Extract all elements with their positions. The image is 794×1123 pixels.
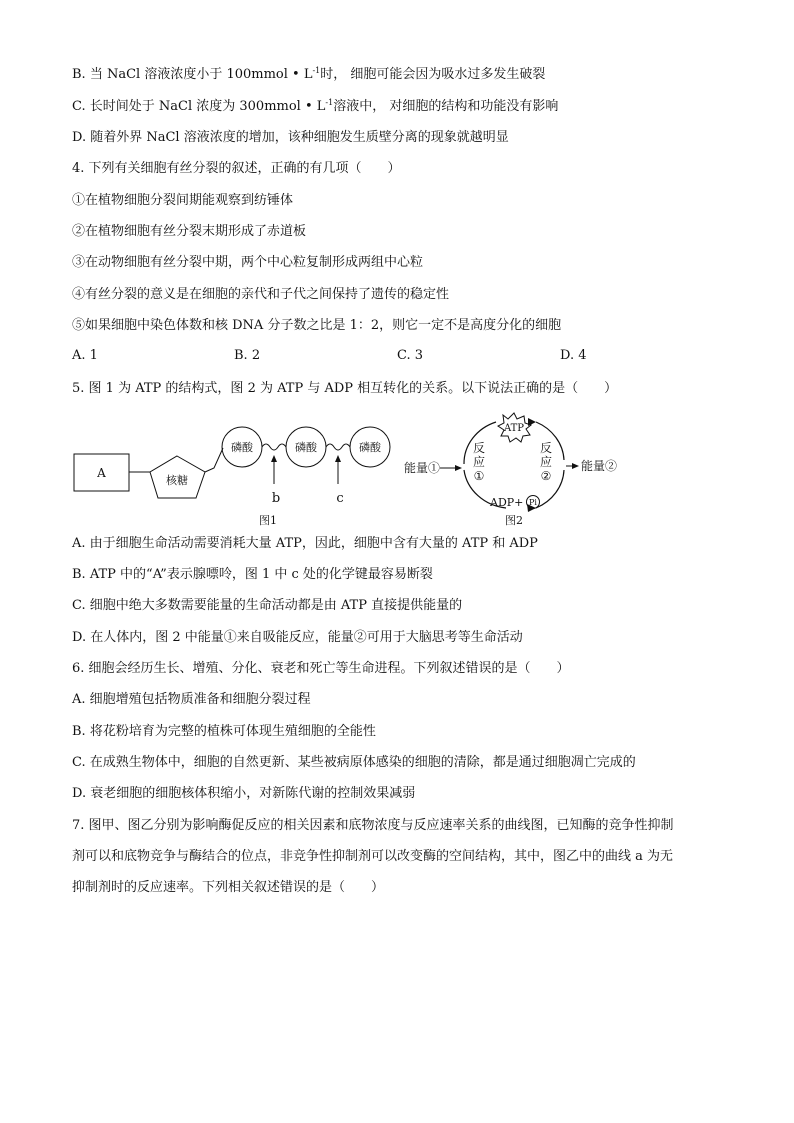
q6-stem: 6. 细胞会经历生长、增殖、分化、衰老和死亡等生命进程。下列叙述错误的是（ ）: [72, 661, 570, 676]
q4-item-4: ④有丝分裂的意义是在细胞的亲代和子代之间保持了遗传的稳定性: [72, 287, 450, 302]
q6-option-b: B. 将花粉培育为完整的植株可体现生殖细胞的全能性: [72, 724, 376, 739]
q4-item-2: ②在植物细胞有丝分裂末期形成了赤道板: [72, 224, 307, 239]
q4-item-3: ③在动物细胞有丝分裂中期，两个中心粒复制形成两组中心粒: [72, 255, 424, 270]
q4-option-d: D. 4: [560, 348, 587, 363]
atp-label: ATP: [503, 423, 525, 434]
bond-b-label: b: [271, 491, 281, 506]
atp-adp-cycle-figure: [404, 413, 617, 527]
q6-option-a: A. 细胞增殖包括物质准备和细胞分裂过程: [72, 692, 311, 707]
energy-1-label: 能量①: [404, 461, 441, 475]
q6-option-c: C. 在成熟生物体中，细胞的自然更新、某些被病原体感染的细胞的清除，都是通过细胞凋亡完成的: [72, 755, 636, 770]
q4-option-c: C. 3: [397, 348, 424, 363]
q7-stem-line-1: 7. 图甲、图乙分别为影响酶促反应的相关因素和底物浓度与反应速率关系的曲线图，已知酶的竞争性抑制: [72, 818, 674, 833]
adp-label: ADP+: [490, 496, 524, 509]
high-energy-bond-b: [262, 444, 286, 450]
q3-option-d: D. 随着外界 NaCl 溶液浓度的增加，该种细胞发生质壁分离的现象就越明显: [72, 130, 509, 145]
reaction-1-char-3: ①: [473, 469, 485, 483]
q3-option-c: C. 长时间处于 NaCl 浓度为 300mmol • $L^{-1}$溶液中， 对细胞的结构和功能没有影响: [72, 98, 559, 114]
phosphate-3-label: 磷酸: [359, 441, 381, 454]
q4-item-1: ①在植物细胞分裂间期能观察到纺锤体: [72, 193, 294, 208]
energy-2-label: 能量②: [581, 459, 618, 473]
q5-option-d: D. 在人体内，图 2 中能量①来自吸能反应，能量②可用于大脑思考等生命活动: [72, 630, 523, 645]
reaction-1-char-2: 应: [472, 455, 486, 469]
q4-options: [72, 348, 722, 366]
atp-structure-figure: [74, 427, 390, 527]
q5-option-a: A. 由于细胞生命活动需要消耗大量 ATP，因此，细胞中含有大量的 ATP 和 ADP: [72, 536, 538, 551]
q3-option-b: B. 当 NaCl 溶液浓度小于 100mmol • $L^{-1}$时， 细胞可能会因为吸水过多发生破裂: [72, 66, 546, 82]
high-energy-bond-c: [326, 444, 350, 450]
q5-stem: 5. 图 1 为 ATP 的结构式，图 2 为 ATP 与 ADP 相互转化的关系。以下说法正确的是（ ）: [72, 381, 618, 396]
q7-stem-line-2: 剂可以和底物竞争与酶结合的位点，非竞争性抑制剂可以改变酶的空间结构，其中，图乙中的曲线 a 为无: [72, 849, 674, 864]
phosphate-2-label: 磷酸: [295, 441, 317, 454]
q4-item-5: ⑤如果细胞中染色体数和核 DNA 分子数之比是 1：2，则它一定不是高度分化的细胞: [72, 318, 562, 333]
reaction-2-char-2: 应: [539, 455, 553, 469]
q7-stem-line-3: 抑制剂时的反应速率。下列相关叙述错误的是（ ）: [72, 880, 385, 895]
adenine-label: A: [97, 466, 106, 480]
figure-2-caption: 图2: [505, 514, 523, 527]
q4-stem: 4. 下列有关细胞有丝分裂的叙述，正确的有几项（ ）: [72, 161, 401, 176]
figure-1-caption: 图1: [259, 514, 277, 527]
reaction-2-char-1: 反: [539, 441, 553, 455]
q5-option-c: C. 细胞中绝大多数需要能量的生命活动都是由 ATP 直接提供能量的: [72, 598, 463, 613]
q4-option-b: B. 2: [234, 348, 261, 363]
q6-option-d: D. 衰老细胞的细胞核体积缩小，对新陈代谢的控制效果减弱: [72, 786, 416, 801]
bond-c-label: c: [336, 491, 344, 506]
ribose-label: 核糖: [166, 474, 188, 487]
q5-figure: [66, 404, 636, 530]
reaction-1-char-1: 反: [472, 441, 486, 455]
pi-label: Pi: [529, 498, 537, 507]
q4-option-a: A. 1: [72, 348, 98, 363]
reaction-2-char-3: ②: [540, 469, 552, 483]
phosphate-1-label: 磷酸: [231, 441, 253, 454]
q5-option-b: B. ATP 中的“A”表示腺嘌呤，图 1 中 c 处的化学键最容易断裂: [72, 567, 433, 582]
